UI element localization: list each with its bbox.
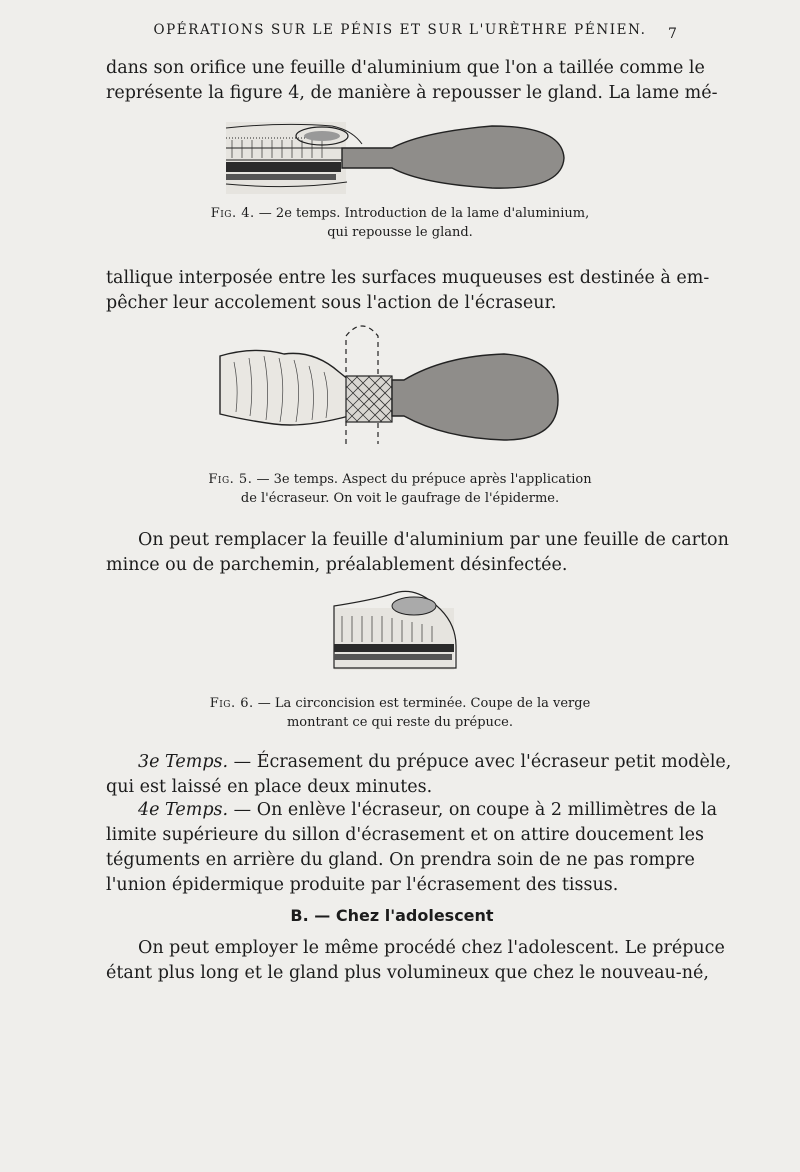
section-heading: B. — Chez l'adolescent — [290, 906, 494, 925]
page-number: 7 — [668, 26, 677, 42]
text-line: tallique interposée entre les surfaces muqueuses est destinée à em- — [106, 268, 710, 288]
figure-label: Fig. 4. — [210, 206, 255, 221]
figure-5-illustration — [214, 316, 564, 458]
figure-4-caption — [150, 204, 650, 242]
text-line — [106, 798, 717, 823]
caption-text: — 2e temps. Introduction de la lame d'aluminium, — [258, 206, 590, 221]
text-line: mince ou de parchemin, préalablement désinfectée. — [106, 555, 568, 575]
caption-text: — 3e temps. Aspect du prépuce après l'application — [256, 472, 592, 487]
figure-label: Fig. 5. — [208, 472, 253, 487]
paragraph-adolescent — [106, 936, 725, 986]
step-label: 3e Temps. — [138, 752, 229, 772]
text-line: l'union épidermique produite par l'écrasement des tissus. — [106, 875, 619, 895]
paragraph-intro — [106, 56, 718, 106]
caption-text: montrant ce qui reste du prépuce. — [286, 715, 514, 730]
text-line: pêcher leur accolement sous l'action de l'écraseur. — [106, 293, 557, 313]
paragraph-lame — [106, 266, 710, 316]
paragraph-temps-3 — [106, 750, 732, 800]
text-line — [106, 750, 732, 775]
text-line: limite supérieure du sillon d'écrasement et on attire doucement les — [106, 825, 704, 845]
figure-5-caption — [150, 470, 650, 508]
running-header: OPÉRATIONS SUR LE PÉNIS ET SUR L'URÈTHRE PÉNIEN. — [153, 22, 647, 38]
figure-4-illustration — [222, 118, 572, 196]
figure-6-illustration — [332, 584, 462, 676]
step-label: 4e Temps. — [138, 800, 229, 820]
paragraph-temps-4 — [106, 798, 717, 898]
text-line: qui est laissé en place deux minutes. — [106, 777, 433, 797]
caption-text: de l'écraseur. On voit le gaufrage de l'épiderme. — [240, 491, 560, 506]
step-text: — Écrasement du prépuce avec l'écraseur petit modèle, — [233, 752, 732, 772]
paragraph-carton — [106, 528, 729, 578]
text-line: On peut employer le même procédé chez l'adolescent. Le prépuce — [138, 938, 725, 958]
text-line: téguments en arrière du gland. On prendra soin de ne pas rompre — [106, 850, 695, 870]
step-text: — On enlève l'écraseur, on coupe à 2 millimètres de la — [233, 800, 717, 820]
text-line: dans son orifice une feuille d'aluminium que l'on a taillée comme le — [106, 58, 705, 78]
text-line: étant plus long et le gland plus volumineux que chez le nouveau-né, — [106, 963, 709, 983]
text-line: On peut remplacer la feuille d'aluminium par une feuille de carton — [138, 530, 729, 550]
caption-text: qui repousse le gland. — [327, 225, 473, 240]
figure-label: Fig. 6. — [209, 696, 254, 711]
figure-6-caption — [150, 694, 650, 732]
caption-text: — La circoncision est terminée. Coupe de la verge — [257, 696, 591, 711]
text-line: représente la figure 4, de manière à repousser le gland. La lame mé- — [106, 83, 718, 103]
